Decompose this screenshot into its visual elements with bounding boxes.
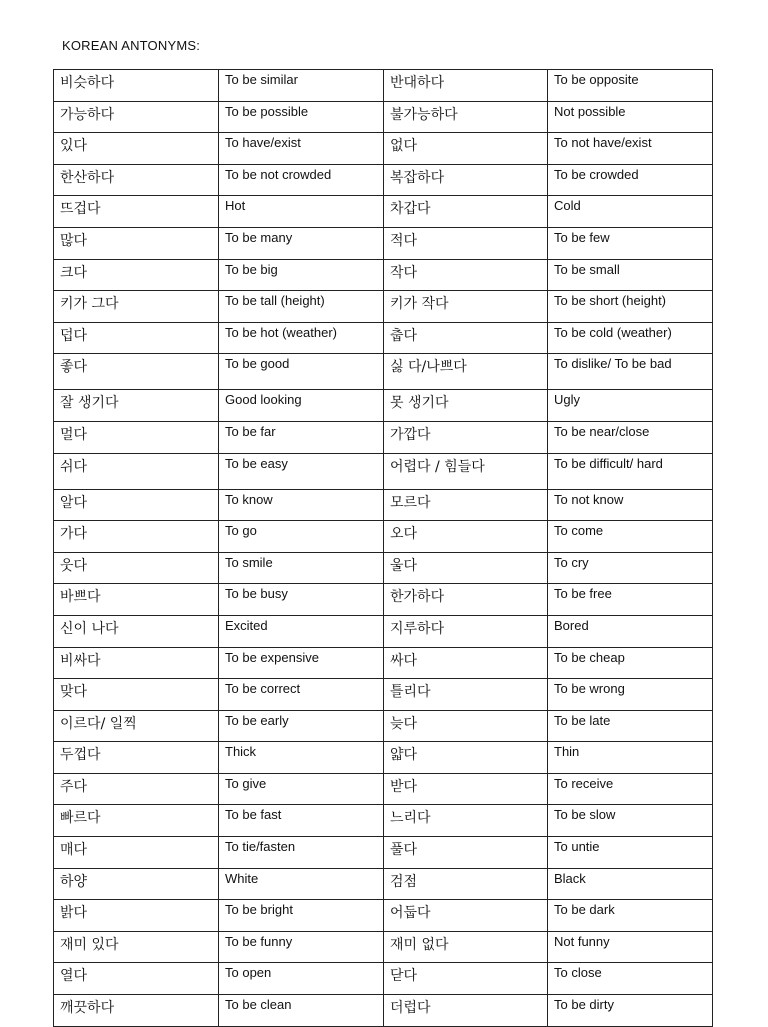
korean-antonym-cell: 복잡하다 — [384, 164, 548, 196]
table-row — [54, 837, 713, 869]
table-row — [54, 70, 713, 102]
korean-word-cell: 한산하다 — [54, 164, 219, 196]
english-meaning-cell: To be bright — [219, 900, 384, 932]
korean-word-cell: 깨끗하다 — [54, 995, 219, 1027]
english-meaning-cell: To have/exist — [219, 133, 384, 165]
table-row — [54, 995, 713, 1027]
english-antonym-meaning-cell: To be difficult/ hard — [548, 453, 713, 489]
english-antonym-meaning-cell: To be dark — [548, 900, 713, 932]
korean-antonym-cell: 틀리다 — [384, 679, 548, 711]
english-meaning-cell: To be clean — [219, 995, 384, 1027]
english-antonym-meaning-cell: To not have/exist — [548, 133, 713, 165]
english-antonym-meaning-cell: To close — [548, 963, 713, 995]
korean-word-cell: 키가 그다 — [54, 291, 219, 323]
korean-word-cell: 뜨겁다 — [54, 196, 219, 228]
english-antonym-meaning-cell: Not funny — [548, 931, 713, 963]
korean-word-cell: 신이 나다 — [54, 615, 219, 647]
korean-antonym-cell: 모르다 — [384, 489, 548, 521]
korean-antonym-cell: 키가 작다 — [384, 291, 548, 323]
table-row — [54, 164, 713, 196]
korean-antonym-cell: 춥다 — [384, 322, 548, 354]
english-antonym-meaning-cell: To dislike/ To be bad — [548, 354, 713, 390]
english-antonym-meaning-cell: To come — [548, 521, 713, 553]
korean-antonym-cell: 울다 — [384, 552, 548, 584]
korean-antonym-cell: 어렵다 / 힘들다 — [384, 453, 548, 489]
korean-antonym-cell: 작다 — [384, 259, 548, 291]
korean-word-cell: 이르다/ 일찍 — [54, 710, 219, 742]
korean-antonym-cell: 못 생기다 — [384, 390, 548, 422]
english-meaning-cell: To open — [219, 963, 384, 995]
english-antonym-meaning-cell: To be crowded — [548, 164, 713, 196]
english-antonym-meaning-cell: To be few — [548, 227, 713, 259]
korean-word-cell: 가다 — [54, 521, 219, 553]
korean-antonym-cell: 풀다 — [384, 837, 548, 869]
english-meaning-cell: To go — [219, 521, 384, 553]
table-row — [54, 521, 713, 553]
korean-word-cell: 빠르다 — [54, 805, 219, 837]
table-row — [54, 354, 713, 390]
english-antonym-meaning-cell: To be dirty — [548, 995, 713, 1027]
table-row — [54, 322, 713, 354]
korean-word-cell: 열다 — [54, 963, 219, 995]
korean-word-cell: 재미 있다 — [54, 931, 219, 963]
english-antonym-meaning-cell: To be opposite — [548, 70, 713, 102]
english-antonym-meaning-cell: To be slow — [548, 805, 713, 837]
table-row — [54, 805, 713, 837]
korean-antonym-cell: 싫 다/나쁘다 — [384, 354, 548, 390]
table-row — [54, 868, 713, 900]
korean-word-cell: 쉬다 — [54, 453, 219, 489]
table-row — [54, 453, 713, 489]
english-meaning-cell: To give — [219, 773, 384, 805]
korean-antonym-cell: 검점 — [384, 868, 548, 900]
english-antonym-meaning-cell: Thin — [548, 742, 713, 774]
english-antonym-meaning-cell: To be late — [548, 710, 713, 742]
table-row — [54, 742, 713, 774]
table-row — [54, 101, 713, 133]
korean-antonym-cell: 차갑다 — [384, 196, 548, 228]
table-row — [54, 390, 713, 422]
table-row — [54, 133, 713, 165]
english-meaning-cell: To be far — [219, 421, 384, 453]
korean-antonym-cell: 느리다 — [384, 805, 548, 837]
korean-word-cell: 주다 — [54, 773, 219, 805]
table-row — [54, 291, 713, 323]
english-antonym-meaning-cell: To be short (height) — [548, 291, 713, 323]
english-meaning-cell: To be possible — [219, 101, 384, 133]
english-antonym-meaning-cell: To be near/close — [548, 421, 713, 453]
english-meaning-cell: To know — [219, 489, 384, 521]
korean-word-cell: 맞다 — [54, 679, 219, 711]
table-row — [54, 647, 713, 679]
english-antonym-meaning-cell: Black — [548, 868, 713, 900]
english-meaning-cell: To be early — [219, 710, 384, 742]
korean-antonym-cell: 불가능하다 — [384, 101, 548, 133]
english-meaning-cell: Thick — [219, 742, 384, 774]
korean-antonym-cell: 닫다 — [384, 963, 548, 995]
table-row — [54, 963, 713, 995]
korean-antonym-cell: 적다 — [384, 227, 548, 259]
korean-antonym-cell: 어둡다 — [384, 900, 548, 932]
english-antonym-meaning-cell: Not possible — [548, 101, 713, 133]
antonyms-table-body — [54, 70, 713, 1027]
english-antonym-meaning-cell: To cry — [548, 552, 713, 584]
korean-word-cell: 많다 — [54, 227, 219, 259]
english-meaning-cell: To be fast — [219, 805, 384, 837]
korean-antonym-cell: 가깝다 — [384, 421, 548, 453]
english-antonym-meaning-cell: To be free — [548, 584, 713, 616]
korean-word-cell: 크다 — [54, 259, 219, 291]
english-meaning-cell: To smile — [219, 552, 384, 584]
english-antonym-meaning-cell: To not know — [548, 489, 713, 521]
korean-antonym-cell: 오다 — [384, 521, 548, 553]
korean-word-cell: 두껍다 — [54, 742, 219, 774]
english-antonym-meaning-cell: To be cold (weather) — [548, 322, 713, 354]
table-row — [54, 584, 713, 616]
korean-antonym-cell: 재미 없다 — [384, 931, 548, 963]
korean-antonym-cell: 얇다 — [384, 742, 548, 774]
english-meaning-cell: To be big — [219, 259, 384, 291]
english-antonym-meaning-cell: To be wrong — [548, 679, 713, 711]
english-meaning-cell: To tie/fasten — [219, 837, 384, 869]
table-row — [54, 196, 713, 228]
korean-word-cell: 알다 — [54, 489, 219, 521]
english-meaning-cell: Good looking — [219, 390, 384, 422]
table-row — [54, 259, 713, 291]
korean-word-cell: 비슷하다 — [54, 70, 219, 102]
english-meaning-cell: To be not crowded — [219, 164, 384, 196]
korean-word-cell: 있다 — [54, 133, 219, 165]
english-meaning-cell: To be busy — [219, 584, 384, 616]
korean-antonym-cell: 반대하다 — [384, 70, 548, 102]
korean-antonym-cell: 늦다 — [384, 710, 548, 742]
english-meaning-cell: To be similar — [219, 70, 384, 102]
english-meaning-cell: Hot — [219, 196, 384, 228]
table-row — [54, 227, 713, 259]
english-meaning-cell: To be easy — [219, 453, 384, 489]
korean-word-cell: 하양 — [54, 868, 219, 900]
antonyms-table — [53, 69, 713, 1027]
english-meaning-cell: Excited — [219, 615, 384, 647]
english-meaning-cell: To be correct — [219, 679, 384, 711]
korean-word-cell: 밝다 — [54, 900, 219, 932]
korean-antonym-cell: 받다 — [384, 773, 548, 805]
english-meaning-cell: To be many — [219, 227, 384, 259]
english-antonym-meaning-cell: To untie — [548, 837, 713, 869]
korean-antonym-cell: 한가하다 — [384, 584, 548, 616]
korean-antonym-cell: 지루하다 — [384, 615, 548, 647]
table-row — [54, 615, 713, 647]
english-meaning-cell: To be funny — [219, 931, 384, 963]
english-meaning-cell: White — [219, 868, 384, 900]
korean-word-cell: 비싸다 — [54, 647, 219, 679]
english-antonym-meaning-cell: To be cheap — [548, 647, 713, 679]
korean-word-cell: 매다 — [54, 837, 219, 869]
english-meaning-cell: To be hot (weather) — [219, 322, 384, 354]
english-antonym-meaning-cell: Bored — [548, 615, 713, 647]
table-row — [54, 679, 713, 711]
table-row — [54, 552, 713, 584]
korean-antonym-cell: 더럽다 — [384, 995, 548, 1027]
korean-word-cell: 덥다 — [54, 322, 219, 354]
korean-word-cell: 웃다 — [54, 552, 219, 584]
english-antonym-meaning-cell: Cold — [548, 196, 713, 228]
table-row — [54, 773, 713, 805]
korean-word-cell: 좋다 — [54, 354, 219, 390]
korean-antonym-cell: 없다 — [384, 133, 548, 165]
table-row — [54, 489, 713, 521]
table-row — [54, 710, 713, 742]
korean-word-cell: 바쁘다 — [54, 584, 219, 616]
english-meaning-cell: To be expensive — [219, 647, 384, 679]
english-meaning-cell: To be tall (height) — [219, 291, 384, 323]
korean-word-cell: 가능하다 — [54, 101, 219, 133]
english-antonym-meaning-cell: To receive — [548, 773, 713, 805]
english-antonym-meaning-cell: Ugly — [548, 390, 713, 422]
english-antonym-meaning-cell: To be small — [548, 259, 713, 291]
table-row — [54, 900, 713, 932]
table-row — [54, 931, 713, 963]
korean-word-cell: 멀다 — [54, 421, 219, 453]
english-meaning-cell: To be good — [219, 354, 384, 390]
table-row — [54, 421, 713, 453]
page-title: KOREAN ANTONYMS: — [62, 38, 201, 53]
korean-word-cell: 잘 생기다 — [54, 390, 219, 422]
korean-antonym-cell: 싸다 — [384, 647, 548, 679]
